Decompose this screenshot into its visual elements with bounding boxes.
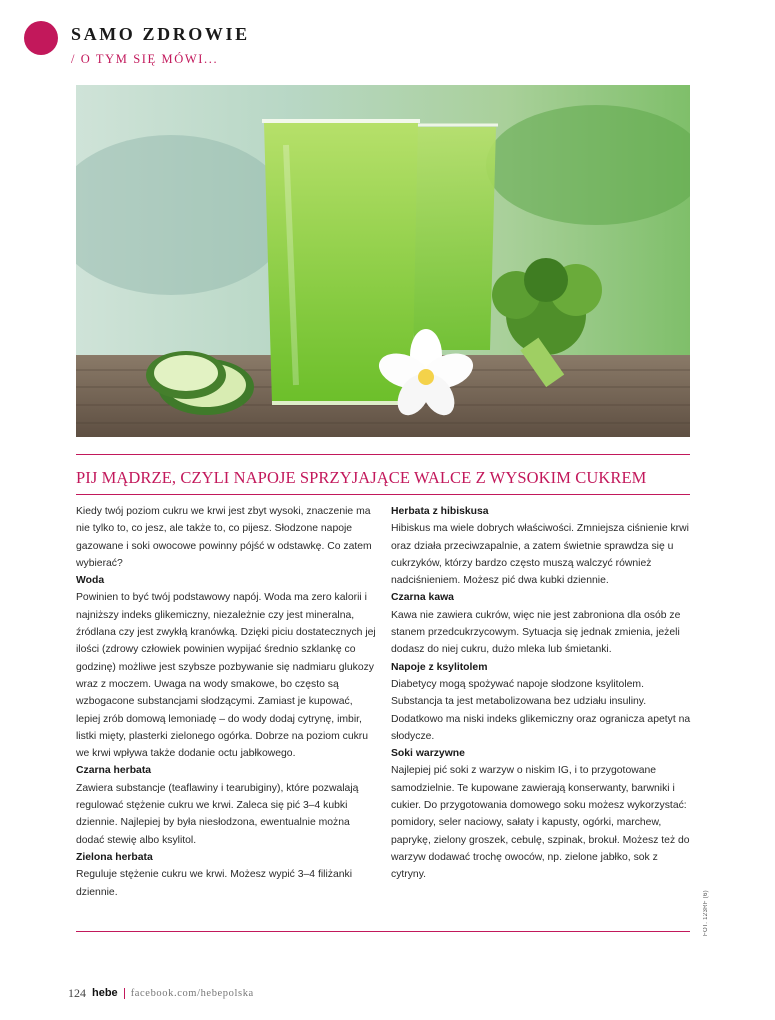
coffee-paragraph: Kawa nie zawiera cukrów, więc nie jest zabroniona dla osób ze stanem przedcukrzycowym. Sytuacja się jednak zmienia, jeżeli dodasz do niej cukru, dużo mleka lub śmietanki. bbox=[391, 609, 681, 656]
hibiscus-paragraph: Hibiskus ma wiele dobrych właściwości. Zmniejsza ciśnienie krwi oraz działa przeciwzapalnie, a zatem świetnie sprawdza się u cukrzyków, którzy bardzo często muszą walczyć również nadciśnieniem. Możesz pić dwa kubki dziennie. bbox=[391, 523, 689, 587]
facebook-link[interactable]: facebook.com/hebepolska bbox=[130, 987, 254, 999]
section-title: SAMO ZDROWIE bbox=[71, 24, 250, 44]
water-heading: Woda bbox=[76, 575, 105, 587]
photo-credit: FOT. 123RF (6) bbox=[703, 890, 709, 936]
article-headline: PIJ MĄDRZE, CZYLI NAPOJE SPRZYJAJĄCE WALCE Z WYSOKIM CUKREM bbox=[76, 468, 647, 487]
headline-top-rule bbox=[76, 454, 690, 455]
water-paragraph: Powinien to być twój podstawowy napój. Woda ma zero kalorii i najniższy indeks glikemiczny, niezależnie czy jest mineralna, źródlana czy jest zwykłą kranówką. Dzięki piciu dostatecznych jej ilości (zdrowy człowiek powinien wypijać średnio szklankę co godzinę) możliwe jest szybsze pozbywanie się nadmiaru glukozy wraz z moczem. Uwaga na wody smakowe, bo często są wzbogacone substancjami słodzącymi. Zamiast je kupować, lepiej zrób domową lemoniadę – do wody dodaj cytrynę, imbir, listki mięty, plasterki zielonego ogórka. Dobrze na poziom cukru we krwi wpływa także dodanie octu jabłkowego. bbox=[76, 592, 376, 760]
xylitol-heading: Napoje z ksylitolem bbox=[391, 661, 488, 673]
article-right-column bbox=[391, 503, 693, 884]
bottom-rule bbox=[76, 931, 690, 932]
xylitol-paragraph: Diabetycy mogą spożywać napoje słodzone ksylitolem. Substancja ta jest metabolizowana bez udziału insuliny. Dodatkowo ma niski indeks glikemiczny oraz ogranicza apetyt na słodycze. bbox=[391, 678, 691, 742]
coffee-heading: Czarna kawa bbox=[391, 592, 454, 604]
page-footer bbox=[68, 985, 254, 1001]
green-tea-paragraph: Reguluje stężenie cukru we krwi. Możesz wypić 3–4 filiżanki dziennie. bbox=[76, 869, 353, 898]
footer-separator bbox=[124, 988, 125, 999]
article-left-column bbox=[76, 503, 378, 901]
juice-paragraph: Najlepiej pić soki z warzyw o niskim IG, i to przygotowane samodzielnie. Te kupowane zawierają konserwanty, barwniki i cukier. Do przygotowania domowego soku możesz wykorzystać: pomidory, seler naciowy, sałaty i kapusty, ogórki, marchew, paprykę, zielony groszek, cebulę, szpinak, brokuł. Możesz też do warzyw dodawać trochę owoców, np. zielone jabłko, sok z cytryny. bbox=[391, 765, 690, 881]
juice-heading: Soki warzywne bbox=[391, 748, 465, 760]
section-subtitle: / O TYM SIĘ MÓWI... bbox=[71, 52, 219, 66]
hibiscus-heading: Herbata z hibiskusa bbox=[391, 506, 489, 517]
article-photo bbox=[76, 85, 690, 437]
black-tea-heading: Czarna herbata bbox=[76, 765, 152, 777]
green-tea-heading: Zielona herbata bbox=[76, 851, 153, 863]
page-number: 124 bbox=[68, 985, 86, 1000]
intro-paragraph: Kiedy twój poziom cukru we krwi jest zbyt wysoki, znaczenie ma nie tylko to, co jesz, ale także to, co pijesz. Słodzone napoje gazowane i soki owocowe powinny pójść w odstawkę. Co zatem wybierać? bbox=[76, 506, 372, 569]
brand-logo: hebe bbox=[92, 987, 118, 999]
black-tea-paragraph: Zawiera substancje (teaflawiny i tearubiginy), które pozwalają regulować stężenie cukru we krwi. Zaleca się pić 3–4 kubki dziennie. Najlepiej by była niesłodzona, ewentualnie można dodać stewię albo ksylitol. bbox=[76, 782, 359, 846]
headline-bottom-rule bbox=[76, 494, 690, 495]
section-dot-icon bbox=[24, 21, 58, 55]
